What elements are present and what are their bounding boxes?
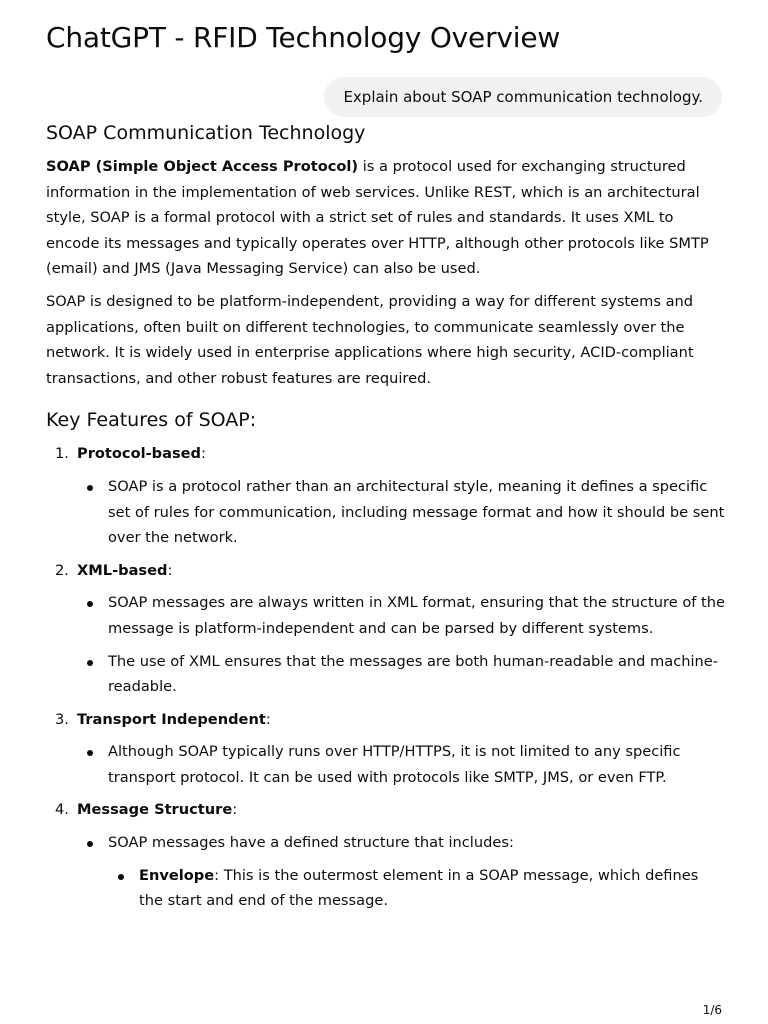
feature-number: 3. bbox=[55, 710, 69, 728]
second-paragraph: SOAP is designed to be platform-independent, providing a way for different systems and applications, often built on different technologies, to communicate seamlessly over the network. It is widely used in enterprise applications where high security, ACID-compliant transactions, and other robust features are required. bbox=[46, 292, 694, 387]
feature-title: XML-based bbox=[77, 561, 168, 579]
feature-title: Message Structure bbox=[77, 801, 233, 819]
feature-title: Protocol-based bbox=[77, 445, 201, 463]
nested-bullets bbox=[108, 863, 726, 914]
assistant-response bbox=[46, 118, 726, 921]
feature-item bbox=[46, 558, 726, 700]
nested-bullet-item bbox=[108, 863, 726, 914]
page-title: ChatGPT - RFID Technology Overview bbox=[46, 21, 561, 54]
bullet-item: Although SOAP typically runs over HTTP/HTTPS, it is not limited to any specific transport protocol. It can be used with protocols like SMTP, JMS, or even FTP. bbox=[77, 739, 726, 790]
response-heading: SOAP Communication Technology bbox=[46, 122, 366, 144]
bullet-item bbox=[77, 830, 726, 914]
feature-bullets bbox=[77, 590, 726, 699]
feature-number: 2. bbox=[55, 561, 69, 579]
bullet-text: SOAP messages have a defined structure that includes: bbox=[108, 834, 514, 852]
features-list bbox=[46, 441, 726, 914]
bullet-item: SOAP is a protocol rather than an architectural style, meaning it defines a specific set of rules for communication, including message format and how it should be sent over the network. bbox=[77, 474, 726, 551]
feature-item bbox=[46, 441, 726, 550]
feature-suffix: : bbox=[265, 710, 271, 728]
feature-bullets bbox=[77, 739, 726, 790]
feature-item bbox=[46, 797, 726, 913]
bullet-item: SOAP messages are always written in XML format, ensuring that the structure of the message is platform-independent and can be parsed by different systems. bbox=[77, 590, 726, 641]
feature-suffix: : bbox=[200, 445, 206, 463]
nested-bullet-text: : This is the outermost element in a SOAP message, which defines the start and end of the message. bbox=[139, 866, 699, 910]
bullet-item: The use of XML ensures that the messages are both human-readable and machine-readable. bbox=[77, 649, 726, 700]
page-number: 1/6 bbox=[702, 1003, 722, 1017]
feature-number: 1. bbox=[55, 445, 69, 463]
feature-bullets bbox=[77, 474, 726, 551]
intro-bold-term: SOAP (Simple Object Access Protocol) bbox=[46, 158, 359, 175]
feature-bullets bbox=[77, 830, 726, 914]
feature-number: 4. bbox=[55, 801, 69, 819]
user-message-bubble: Explain about SOAP communication technology. bbox=[324, 77, 722, 117]
feature-suffix: : bbox=[232, 801, 238, 819]
features-heading: Key Features of SOAP: bbox=[46, 409, 257, 432]
intro-paragraph bbox=[46, 154, 726, 282]
feature-title: Transport Independent bbox=[77, 710, 266, 728]
nested-bullet-bold: Envelope bbox=[139, 866, 215, 884]
intro-text: is a protocol used for exchanging structured information in the implementation of web services. Unlike REST, which is an architectural style, SOAP is a formal protocol with a strict set of rules and standards. It uses XML to encode its messages and typically operates over HTTP, although other protocols like SMTP (email) and JMS (Java Messaging Service) can also be used. bbox=[46, 158, 709, 278]
feature-item bbox=[46, 707, 726, 791]
feature-suffix: : bbox=[167, 561, 173, 579]
